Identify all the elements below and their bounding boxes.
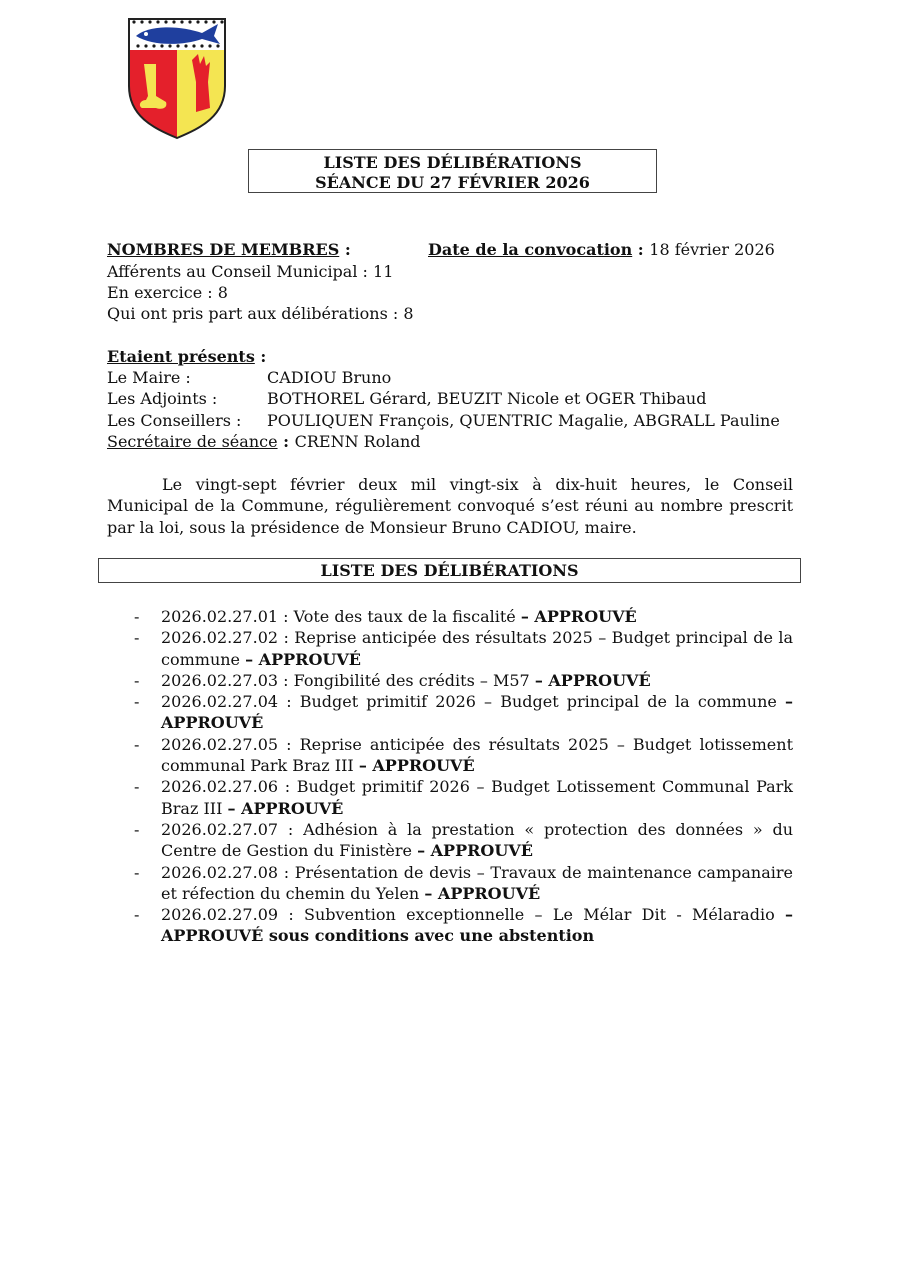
list-dash: -	[134, 819, 140, 839]
secretaire-label: Secrétaire de séance	[107, 432, 278, 451]
title-line-1: LISTE DES DÉLIBÉRATIONS	[323, 153, 582, 172]
convocation-value: 18 février 2026	[649, 240, 775, 259]
list-item	[0, 862, 793, 905]
maire-label: Le Maire :	[107, 368, 191, 387]
members-heading-label: NOMBRES DE MEMBRES	[107, 240, 340, 259]
secretaire-row	[107, 431, 421, 452]
deliberation-result: – APPROUVÉ	[520, 607, 637, 626]
deliberation-result: – APPROUVÉ	[161, 692, 793, 733]
present-maire-row	[107, 367, 391, 388]
deliberation-result: – APPROUVÉ	[245, 649, 361, 669]
list-dash: -	[134, 692, 140, 712]
section-title: LISTE DES DÉLIBÉRATIONS	[98, 558, 801, 583]
list-dash: -	[134, 905, 140, 925]
deliberation-result: – APPROUVÉ	[534, 670, 651, 690]
deliberation-text: 2026.02.27.03 : Fongibilité des crédits – M57	[161, 670, 535, 690]
adjoints-label: Les Adjoints :	[107, 389, 218, 408]
list-item	[0, 606, 793, 627]
list-item	[0, 776, 793, 819]
secretaire-separator: :	[277, 432, 295, 451]
members-heading-suffix: :	[339, 240, 351, 259]
deliberation-result: – APPROUVÉ	[417, 841, 533, 861]
present-heading	[107, 346, 266, 367]
conseillers-label: Les Conseillers :	[107, 411, 242, 430]
coat-of-arms-logo	[126, 16, 228, 140]
members-afferents: Afférents au Conseil Municipal : 11	[107, 262, 394, 281]
list-item	[0, 904, 793, 947]
deliberation-result: – APPROUVÉ	[424, 883, 541, 903]
conseillers-value: POULIQUEN François, QUENTRIC Magalie, ABGRALL Pauline	[267, 411, 780, 430]
present-conseillers-row	[107, 410, 780, 431]
members-participants: Qui ont pris part aux délibérations : 8	[107, 304, 414, 323]
list-item	[0, 691, 793, 734]
list-dash: -	[134, 607, 140, 626]
present-heading-suffix: :	[254, 347, 267, 366]
deliberation-text: 2026.02.27.09 : Subvention exceptionnelle – Le Mélar Dit - Mélaradio	[161, 905, 785, 925]
list-dash: -	[134, 670, 140, 690]
list-item	[0, 819, 793, 862]
secretaire-value: CRENN Roland	[294, 432, 421, 451]
present-adjoints-row	[107, 388, 706, 409]
deliberation-text: 2026.02.27.02 : Reprise anticipée des résultats 2025 – Budget principal de la commune	[161, 628, 793, 669]
deliberation-text: 2026.02.27.06 : Budget primitif 2026 – Budget Lotissement Communal Park Braz III	[161, 777, 793, 818]
convocation-separator: :	[632, 240, 650, 259]
list-dash: -	[134, 862, 140, 882]
deliberations-list	[0, 606, 900, 947]
list-item	[0, 627, 793, 670]
convocation-date	[428, 239, 775, 260]
list-dash: -	[134, 777, 140, 797]
maire-value: CADIOU Bruno	[267, 368, 392, 387]
deliberation-text: 2026.02.27.08 : Présentation de devis – Travaux de maintenance campanaire et réfection du chemin du Yelen	[161, 862, 793, 903]
document-title	[248, 149, 657, 193]
deliberation-result: – APPROUVÉ	[227, 798, 344, 818]
deliberation-text: 2026.02.27.01 : Vote des taux de la fiscalité	[161, 607, 521, 626]
deliberation-text: 2026.02.27.07 : Adhésion à la prestation « protection des données » du Centre de Gestion du Finistère	[161, 819, 793, 861]
convocation-label: Date de la convocation	[428, 240, 633, 259]
list-item	[0, 734, 793, 777]
present-heading-label: Etaient présents	[107, 347, 255, 366]
deliberation-text: 2026.02.27.04 : Budget primitif 2026 – Budget principal de la commune	[161, 692, 785, 712]
deliberation-result: – APPROUVÉ	[358, 756, 475, 776]
title-line-2: SÉANCE DU 27 FÉVRIER 2026	[315, 173, 590, 192]
deliberation-text: 2026.02.27.05 : Reprise anticipée des résultats 2025 – Budget lotissement communal Park Braz III	[161, 734, 793, 776]
members-heading	[107, 239, 351, 260]
deliberation-result: – APPROUVÉ sous conditions avec une abstention	[161, 905, 793, 946]
list-dash: -	[134, 628, 140, 648]
members-exercice: En exercice : 8	[107, 283, 228, 302]
list-dash: -	[134, 734, 140, 754]
adjoints-value: BOTHOREL Gérard, BEUZIT Nicole et OGER Thibaud	[267, 389, 707, 408]
intro-paragraph: Le vingt-sept février deux mil vingt-six à dix-huit heures, le Conseil Municipal de la Commune, régulièrement convoqué s’est réuni au nombre prescrit par la loi, sous la présidence de Monsieur Bruno CADIOU, maire.	[107, 475, 793, 537]
list-item	[0, 670, 793, 691]
